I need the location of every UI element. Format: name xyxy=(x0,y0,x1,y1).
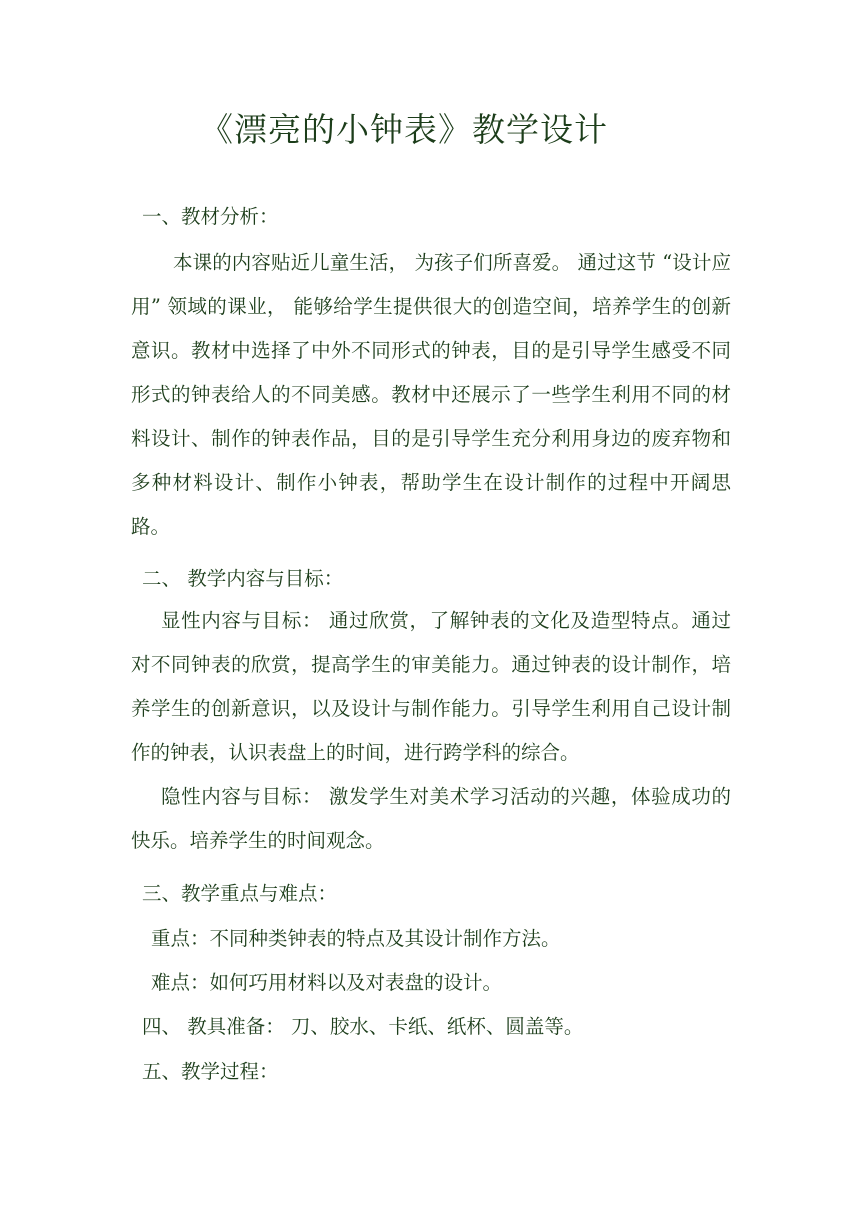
section-5-heading: 五、教学过程： xyxy=(142,1060,279,1083)
page-title: 《漂亮的小钟表》教学设计 xyxy=(200,110,608,149)
section-2-implicit-goals: 隐性内容与目标： 激发学生对美术学习活动的兴趣，体验成功的快乐。培养学生的时间观念。 xyxy=(131,785,731,852)
section-4-materials: 四、 教具准备： 刀、胶水、卡纸、纸杯、圆盖等。 xyxy=(142,1015,584,1038)
section-1-paragraph: 本课的内容贴近儿童生活， 为孩子们所喜爱。 通过这节 “设计应用” 领域的课业， 能够给学生提供很大的创造空间，培养学生的创新意识。教材中选择了中外不同形式的钟表，目的是引导学生感受不同形式的钟表给人的不同美感。教材中还展示了一些学生利用不同的材料设计、制作的钟表作品，目的是引导学生充分利用身边的废弃物和多种材料设计、制作小钟表，帮助学生在设计制作的过程中开阔思路。 xyxy=(131,251,731,538)
section-2-heading: 二、 教学内容与目标： xyxy=(142,567,344,590)
section-3-difficulty: 难点：如何巧用材料以及对表盘的设计。 xyxy=(151,971,503,994)
section-1-heading: 一、教材分析： xyxy=(142,205,279,228)
section-2-explicit-goals: 显性内容与目标： 通过欣赏，了解钟表的文化及造型特点。通过对不同钟表的欣赏，提高学生的审美能力。通过钟表的设计制作，培养学生的创新意识，以及设计与制作能力。引导学生利用自己设计制作的钟表，认识表盘上的时间，进行跨学科的综合。 xyxy=(131,609,731,764)
section-3-heading: 三、教学重点与难点： xyxy=(142,882,338,905)
section-3-key-point: 重点：不同种类钟表的特点及其设计制作方法。 xyxy=(151,927,561,950)
